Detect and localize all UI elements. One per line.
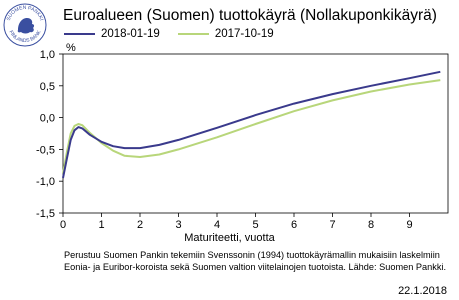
- x-tick-label: 7: [329, 219, 336, 231]
- x-axis-label: Maturiteetti, vuotta: [184, 232, 275, 244]
- logo-text-top: SUOMEN PANKKI: [5, 4, 45, 22]
- y-tick-label: 1,0: [39, 49, 55, 61]
- x-tick-label: 0: [59, 219, 67, 231]
- x-tick-label: 4: [213, 219, 221, 231]
- x-tick-label: 8: [367, 219, 375, 231]
- plot-area: [63, 54, 448, 213]
- x-tick-label: 2: [136, 219, 144, 231]
- x-tick-label: 5: [252, 219, 259, 231]
- legend-label-2: 2017-10-19: [214, 28, 274, 40]
- legend-label-1: 2018-01-19: [101, 28, 160, 40]
- y-axis-unit: %: [66, 42, 76, 54]
- x-tick-label: 1: [98, 219, 105, 231]
- chart-title: Euroalueen (Suomen) tuottokäyrä (Nollakuponkikäyrä): [63, 7, 437, 24]
- x-tick-label: 9: [406, 219, 413, 231]
- y-tick-label: -1,0: [36, 176, 55, 189]
- logo-text-bottom: FINLANDS BANK: [7, 29, 43, 45]
- publication-date: 22.1.2018: [398, 285, 447, 297]
- x-tick-label: 3: [175, 219, 182, 231]
- y-tick-label: -0,5: [36, 144, 55, 157]
- y-tick-label: 0,0: [39, 112, 55, 125]
- y-tick-label: 0,5: [39, 80, 55, 93]
- source-note: Perustuu Suomen Pankin tekemiin Svenssonin (1994) tuottokäyrämallin mukaisiin laskelmiin Eonia- ja Euribor-koroista sekä Suomen valtion viitelainojen tuotoista. Lähde: Suomen Pankki.: [64, 250, 447, 272]
- y-tick-label: -1,5: [36, 208, 55, 220]
- x-tick-label: 6: [290, 219, 298, 231]
